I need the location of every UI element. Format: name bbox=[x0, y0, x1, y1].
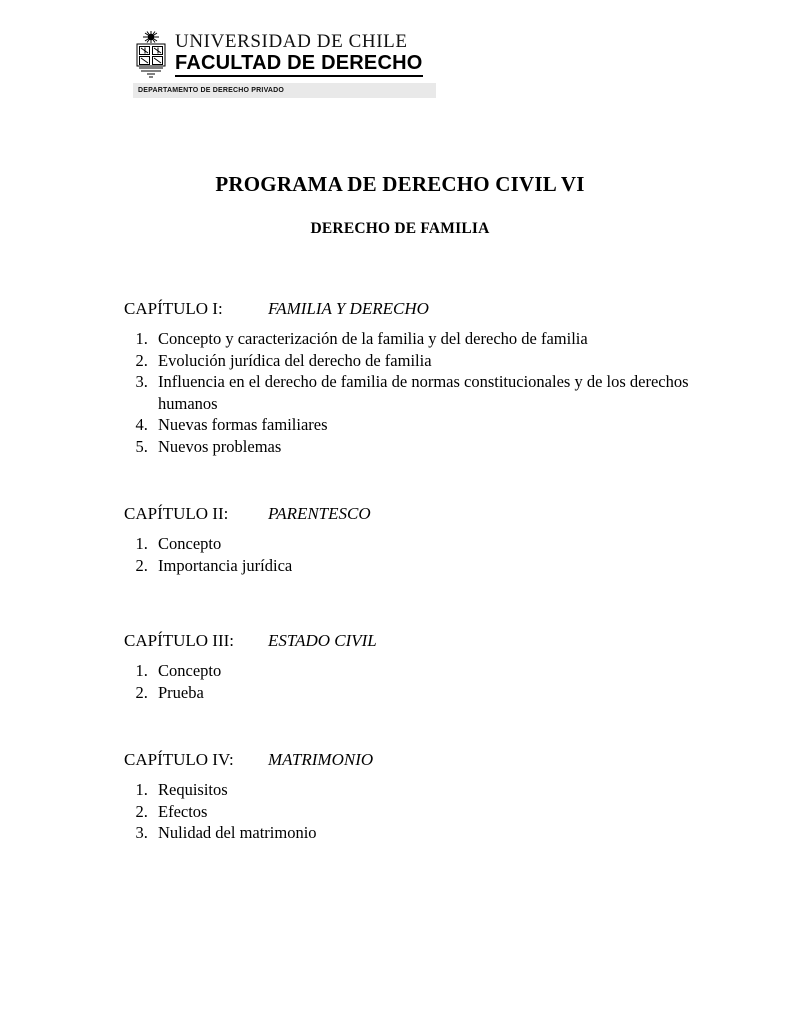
chapter-heading bbox=[124, 630, 714, 652]
chapter-label: CAPÍTULO II: bbox=[124, 504, 229, 523]
letterhead-department: DEPARTAMENTO DE DERECHO PRIVADO bbox=[138, 87, 285, 94]
chapter-name: MATRIMONIO bbox=[268, 750, 374, 769]
chapter-item-list bbox=[124, 779, 714, 844]
list-item: 1. Concepto bbox=[152, 660, 714, 682]
university-seal-icon bbox=[133, 30, 169, 82]
list-item: 2. Efectos bbox=[152, 801, 714, 823]
chapter-name: ESTADO CIVIL bbox=[268, 631, 377, 650]
list-item: 3. Influencia en el derecho de familia de normas constitucionales y de los derechos humanos bbox=[152, 371, 714, 414]
list-item: 2. Importancia jurídica bbox=[152, 555, 714, 577]
document-body bbox=[124, 298, 714, 844]
list-item: 2. Evolución jurídica del derecho de familia bbox=[152, 350, 714, 372]
chapter-heading bbox=[124, 503, 714, 525]
chapter-name: PARENTESCO bbox=[268, 504, 371, 523]
chapter-section bbox=[124, 503, 714, 576]
chapter-label: CAPÍTULO III: bbox=[124, 631, 235, 650]
list-item: 4. Nuevas formas familiares bbox=[152, 414, 714, 436]
chapter-item-list bbox=[124, 660, 714, 703]
list-item: 2. Prueba bbox=[152, 682, 714, 704]
chapter-heading bbox=[124, 298, 714, 320]
list-item: 1. Concepto y caracterización de la familia y del derecho de familia bbox=[152, 328, 714, 350]
letterhead-faculty: FACULTAD DE DERECHO bbox=[175, 52, 423, 77]
chapter-section bbox=[124, 298, 714, 457]
page-subtitle: DERECHO DE FAMILIA bbox=[310, 220, 490, 237]
letterhead bbox=[133, 30, 443, 98]
chapter-item-list bbox=[124, 328, 714, 457]
letterhead-department-bar bbox=[133, 83, 436, 98]
list-item: 3. Nulidad del matrimonio bbox=[152, 822, 714, 844]
list-item: 1. Requisitos bbox=[152, 779, 714, 801]
chapter-label: CAPÍTULO I: bbox=[124, 299, 223, 318]
chapter-name: FAMILIA Y DERECHO bbox=[268, 299, 429, 318]
list-item: 5. Nuevos problemas bbox=[152, 436, 714, 458]
chapter-heading bbox=[124, 749, 714, 771]
chapter-item-list bbox=[124, 533, 714, 576]
page-title: PROGRAMA DE DERECHO CIVIL VI bbox=[215, 172, 585, 196]
chapter-section bbox=[124, 630, 714, 703]
letterhead-university: UNIVERSIDAD DE CHILE bbox=[175, 31, 408, 52]
list-item: 1. Concepto bbox=[152, 533, 714, 555]
chapter-section bbox=[124, 749, 714, 844]
chapter-label: CAPÍTULO IV: bbox=[124, 750, 234, 769]
